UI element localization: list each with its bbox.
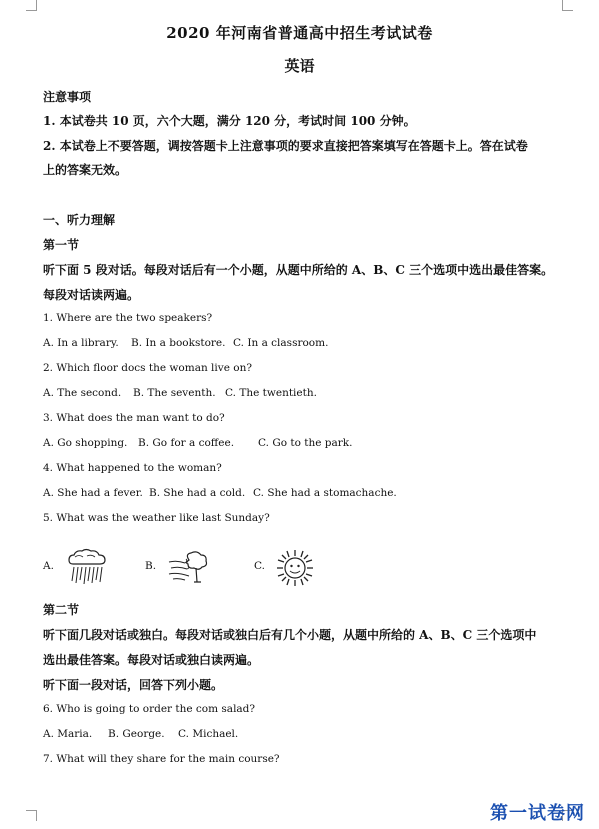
option-a: A. Go shopping.	[43, 437, 128, 449]
section-heading-listening: 一、听力理解	[43, 213, 116, 227]
question-6: 6. Who is going to order the com salad?	[43, 703, 256, 715]
option-b: B. The seventh.	[133, 387, 216, 399]
corner-mark-bottom-left	[26, 810, 37, 821]
question-7: 7. What will they share for the main course?	[43, 753, 280, 765]
question-2-options	[43, 387, 317, 399]
corner-mark-top-left	[26, 0, 37, 11]
question-1-options	[43, 337, 328, 349]
question-3: 3. What does the man want to do?	[43, 412, 225, 424]
part-1-heading: 第一节	[43, 238, 80, 252]
exam-subject: 英语	[284, 57, 315, 75]
option-b: B. In a bookstore.	[131, 337, 226, 349]
question-4-options	[43, 487, 397, 499]
question-3-options	[43, 437, 353, 449]
option-c: C. She had a stomachache.	[253, 487, 397, 499]
exam-title: 2020 年河南省普通高中招生考试试卷	[166, 24, 433, 42]
option-a: A. The second.	[43, 387, 122, 399]
option-a: A. In a library.	[43, 337, 119, 349]
question-5-picture-options	[43, 548, 443, 588]
question-4: 4. What happened to the woman?	[43, 462, 222, 474]
question-5: 5. What was the weather like last Sunday?	[43, 512, 270, 524]
part-1-instruction-line-2: 每段对话读两遍。	[43, 288, 140, 302]
corner-mark-top-right	[562, 0, 573, 11]
picture-label-b: B.	[145, 560, 157, 572]
question-6-options	[43, 728, 238, 740]
notes-item-2-line-1: 2. 本试卷上不要答题，调按答题卡上注意事项的要求直接把答案填写在答题卡上。答在试卷	[43, 139, 528, 153]
part-2-dialogue-instruction: 听下面一段对话，回答下列小题。	[43, 678, 224, 692]
option-c: C. The twentieth.	[225, 387, 317, 399]
option-c: C. Michael.	[178, 728, 239, 740]
picture-label-c: C.	[254, 560, 265, 572]
option-b: B. Go for a coffee.	[138, 437, 235, 449]
question-1: 1. Where are the two speakers?	[43, 312, 213, 324]
option-b: B. George.	[108, 728, 165, 740]
part-2-instruction-line-2: 选出最佳答案。每段对话或独白读两遍。	[43, 653, 260, 667]
part-2-instruction-line-1: 听下面几段对话或独白。每段对话或独白后有几个小题，从题中所给的 A、B、C 三个选项中	[43, 628, 537, 642]
part-1-instruction-line-1: 听下面 5 段对话。每段对话后有一个小题，从题中所给的 A、B、C 三个选项中选出最佳答案。	[43, 263, 554, 277]
notes-item-1: 1. 本试卷共 10 页，六个大题，满分 120 分，考试时间 100 分钟。	[43, 114, 416, 128]
option-c: C. In a classroom.	[233, 337, 329, 349]
part-2-heading: 第二节	[43, 603, 80, 617]
rain-cloud-icon	[65, 548, 109, 586]
sun-icon	[275, 548, 315, 588]
option-b: B. She had a cold.	[149, 487, 246, 499]
notes-heading: 注意事项	[43, 90, 92, 104]
option-c: C. Go to the park.	[258, 437, 353, 449]
question-2: 2. Which floor docs the woman live on?	[43, 362, 252, 374]
wind-tree-icon	[167, 550, 213, 586]
notes-item-2-line-2: 上的答案无效。	[43, 163, 128, 177]
option-a: A. She had a fever.	[43, 487, 143, 499]
watermark: 第一试卷网	[490, 803, 585, 824]
option-a: A. Maria.	[43, 728, 93, 740]
picture-label-a: A.	[43, 560, 54, 572]
